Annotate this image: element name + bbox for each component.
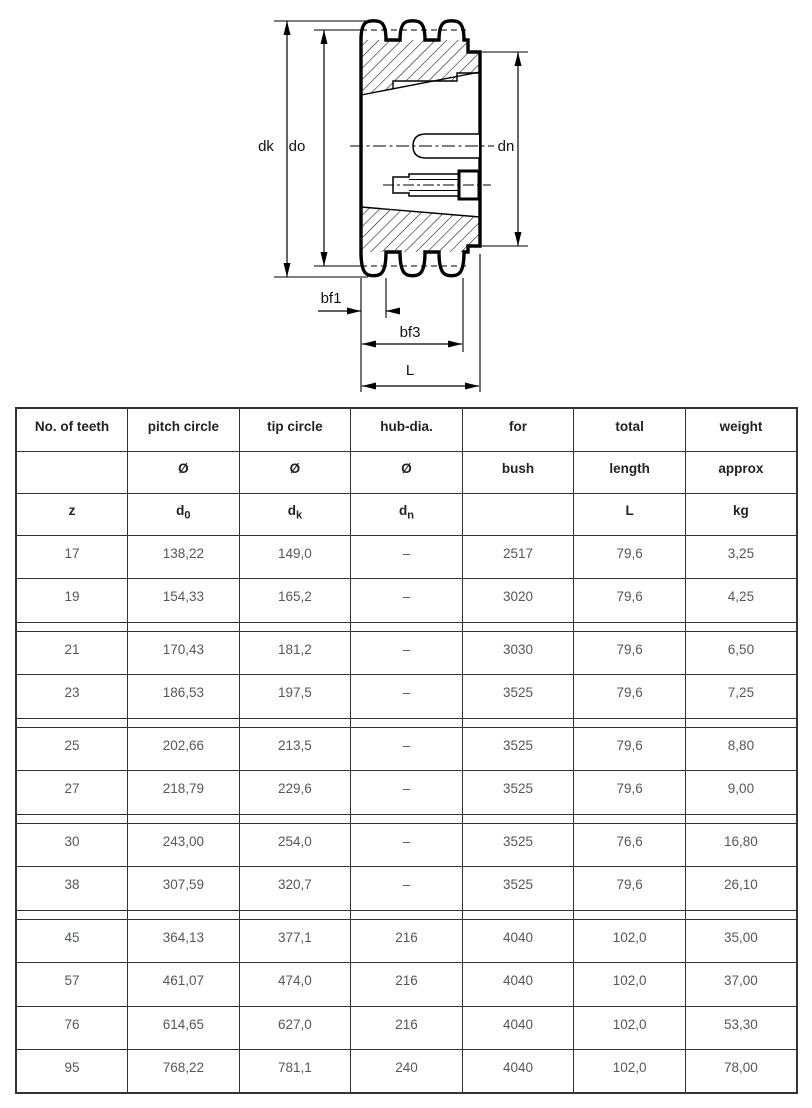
spacer-cell bbox=[685, 814, 797, 823]
label-bf1: bf1 bbox=[320, 290, 342, 307]
data-cell: 79,6 bbox=[574, 727, 686, 771]
spacer-cell bbox=[574, 718, 686, 727]
data-cell: 768,22 bbox=[128, 1050, 240, 1094]
data-cell: 307,59 bbox=[128, 867, 240, 911]
data-cell: 9,00 bbox=[685, 771, 797, 815]
header-cell: Ø bbox=[239, 451, 351, 493]
data-cell: 165,2 bbox=[239, 579, 351, 623]
spacer-row bbox=[16, 910, 797, 919]
header-row bbox=[16, 451, 797, 493]
header-cell bbox=[128, 493, 240, 535]
header-cell: Ø bbox=[351, 451, 463, 493]
spacer-cell bbox=[685, 910, 797, 919]
spacer-cell bbox=[16, 910, 128, 919]
symbol-subscript: 0 bbox=[184, 509, 191, 522]
data-cell: 79,6 bbox=[574, 631, 686, 675]
header-cell: total bbox=[574, 408, 686, 451]
data-cell: 3,25 bbox=[685, 535, 797, 579]
symbol-subscript: n bbox=[407, 509, 414, 522]
table-row bbox=[16, 963, 797, 1007]
data-cell: – bbox=[351, 771, 463, 815]
table-row bbox=[16, 1050, 797, 1094]
spacer-cell bbox=[16, 718, 128, 727]
label-do: do bbox=[288, 138, 306, 155]
spacer-cell bbox=[574, 814, 686, 823]
data-cell: – bbox=[351, 675, 463, 719]
data-cell: 181,2 bbox=[239, 631, 351, 675]
data-cell: 3525 bbox=[462, 823, 574, 867]
symbol-text: L bbox=[625, 503, 634, 518]
header-cell bbox=[462, 493, 574, 535]
data-cell: 377,1 bbox=[239, 919, 351, 963]
data-cell: 4040 bbox=[462, 1006, 574, 1050]
spec-table-head bbox=[16, 408, 797, 535]
header-cell: hub-dia. bbox=[351, 408, 463, 451]
header-cell: Ø bbox=[128, 451, 240, 493]
data-cell: 170,43 bbox=[128, 631, 240, 675]
spacer-cell bbox=[16, 622, 128, 631]
data-cell: 79,6 bbox=[574, 535, 686, 579]
data-cell: 38 bbox=[16, 867, 128, 911]
data-cell: 8,80 bbox=[685, 727, 797, 771]
header-cell: No. of teeth bbox=[16, 408, 128, 451]
data-cell: 95 bbox=[16, 1050, 128, 1094]
header-cell bbox=[685, 493, 797, 535]
data-cell: 102,0 bbox=[574, 1006, 686, 1050]
spacer-cell bbox=[16, 814, 128, 823]
spacer-cell bbox=[462, 910, 574, 919]
spacer-cell bbox=[239, 910, 351, 919]
spacer-row bbox=[16, 814, 797, 823]
data-cell: 216 bbox=[351, 963, 463, 1007]
spacer-row bbox=[16, 622, 797, 631]
data-cell: 26,10 bbox=[685, 867, 797, 911]
spacer-cell bbox=[128, 622, 240, 631]
data-cell: 138,22 bbox=[128, 535, 240, 579]
header-cell: weight bbox=[685, 408, 797, 451]
spacer-cell bbox=[239, 718, 351, 727]
symbol-text: z bbox=[68, 503, 76, 518]
data-cell: 19 bbox=[16, 579, 128, 623]
data-cell: 79,6 bbox=[574, 867, 686, 911]
spacer-cell bbox=[685, 622, 797, 631]
label-dn: dn bbox=[497, 138, 515, 155]
data-cell: 78,00 bbox=[685, 1050, 797, 1094]
data-cell: 102,0 bbox=[574, 1050, 686, 1094]
spacer-cell bbox=[239, 622, 351, 631]
header-cell: pitch circle bbox=[128, 408, 240, 451]
table-row bbox=[16, 919, 797, 963]
data-cell: 79,6 bbox=[574, 579, 686, 623]
spacer-cell bbox=[574, 910, 686, 919]
sprocket-section-drawing bbox=[0, 0, 812, 402]
data-cell: 30 bbox=[16, 823, 128, 867]
data-cell: 3525 bbox=[462, 867, 574, 911]
table-row bbox=[16, 535, 797, 579]
data-cell: 240 bbox=[351, 1050, 463, 1094]
data-cell: 37,00 bbox=[685, 963, 797, 1007]
data-cell: – bbox=[351, 727, 463, 771]
data-cell: 4040 bbox=[462, 1050, 574, 1094]
spacer-cell bbox=[462, 814, 574, 823]
data-cell: 27 bbox=[16, 771, 128, 815]
header-cell bbox=[16, 493, 128, 535]
spec-table bbox=[15, 407, 798, 1094]
data-cell: 17 bbox=[16, 535, 128, 579]
data-cell: 154,33 bbox=[128, 579, 240, 623]
spacer-cell bbox=[351, 814, 463, 823]
data-cell: 186,53 bbox=[128, 675, 240, 719]
data-cell: 202,66 bbox=[128, 727, 240, 771]
header-cell: approx bbox=[685, 451, 797, 493]
data-cell: 76,6 bbox=[574, 823, 686, 867]
data-cell: 229,6 bbox=[239, 771, 351, 815]
label-dk: dk bbox=[258, 138, 274, 155]
spacer-cell bbox=[351, 718, 463, 727]
data-cell: 53,30 bbox=[685, 1006, 797, 1050]
spacer-cell bbox=[128, 814, 240, 823]
data-cell: – bbox=[351, 867, 463, 911]
data-cell: 218,79 bbox=[128, 771, 240, 815]
data-cell: 474,0 bbox=[239, 963, 351, 1007]
symbol-text: kg bbox=[733, 503, 749, 518]
header-cell: for bbox=[462, 408, 574, 451]
header-cell bbox=[16, 451, 128, 493]
label-L: L bbox=[405, 362, 415, 379]
spacer-cell bbox=[685, 718, 797, 727]
data-cell: 16,80 bbox=[685, 823, 797, 867]
data-cell: 79,6 bbox=[574, 675, 686, 719]
data-cell: 320,7 bbox=[239, 867, 351, 911]
table-row bbox=[16, 1006, 797, 1050]
data-cell: – bbox=[351, 823, 463, 867]
data-cell: 364,13 bbox=[128, 919, 240, 963]
data-cell: 781,1 bbox=[239, 1050, 351, 1094]
data-cell: – bbox=[351, 535, 463, 579]
header-cell bbox=[574, 493, 686, 535]
data-cell: 45 bbox=[16, 919, 128, 963]
spacer-cell bbox=[462, 622, 574, 631]
table-row bbox=[16, 727, 797, 771]
spec-table-body bbox=[16, 535, 797, 1093]
data-cell: 197,5 bbox=[239, 675, 351, 719]
table-row bbox=[16, 823, 797, 867]
data-cell: 4040 bbox=[462, 963, 574, 1007]
data-cell: 21 bbox=[16, 631, 128, 675]
data-cell: 243,00 bbox=[128, 823, 240, 867]
data-cell: – bbox=[351, 631, 463, 675]
data-cell: 254,0 bbox=[239, 823, 351, 867]
spacer-row bbox=[16, 718, 797, 727]
table-row bbox=[16, 867, 797, 911]
header-cell bbox=[239, 493, 351, 535]
data-cell: 25 bbox=[16, 727, 128, 771]
data-cell: 627,0 bbox=[239, 1006, 351, 1050]
table-row bbox=[16, 579, 797, 623]
data-cell: 213,5 bbox=[239, 727, 351, 771]
spacer-cell bbox=[128, 910, 240, 919]
symbol-subscript: k bbox=[295, 509, 303, 522]
header-row bbox=[16, 408, 797, 451]
data-cell: 614,65 bbox=[128, 1006, 240, 1050]
spacer-cell bbox=[351, 622, 463, 631]
spacer-cell bbox=[351, 910, 463, 919]
spacer-cell bbox=[574, 622, 686, 631]
data-cell: 216 bbox=[351, 1006, 463, 1050]
data-cell: 4040 bbox=[462, 919, 574, 963]
label-bf3: bf3 bbox=[399, 324, 421, 341]
data-cell: 3030 bbox=[462, 631, 574, 675]
symbol-text: d bbox=[287, 503, 296, 518]
data-cell: 6,50 bbox=[685, 631, 797, 675]
table-row bbox=[16, 631, 797, 675]
data-cell: 3525 bbox=[462, 727, 574, 771]
data-cell: 4,25 bbox=[685, 579, 797, 623]
header-cell: bush bbox=[462, 451, 574, 493]
data-cell: 57 bbox=[16, 963, 128, 1007]
header-cell bbox=[351, 493, 463, 535]
spacer-cell bbox=[128, 718, 240, 727]
data-cell: 216 bbox=[351, 919, 463, 963]
data-cell: 102,0 bbox=[574, 963, 686, 1007]
data-cell: 2517 bbox=[462, 535, 574, 579]
data-cell: – bbox=[351, 579, 463, 623]
data-cell: 7,25 bbox=[685, 675, 797, 719]
data-cell: 76 bbox=[16, 1006, 128, 1050]
table-row bbox=[16, 771, 797, 815]
spacer-cell bbox=[239, 814, 351, 823]
symbol-text: d bbox=[176, 503, 185, 518]
header-cell: tip circle bbox=[239, 408, 351, 451]
data-cell: 149,0 bbox=[239, 535, 351, 579]
spacer-cell bbox=[462, 718, 574, 727]
header-row bbox=[16, 493, 797, 535]
data-cell: 35,00 bbox=[685, 919, 797, 963]
data-cell: 461,07 bbox=[128, 963, 240, 1007]
data-cell: 3020 bbox=[462, 579, 574, 623]
data-cell: 3525 bbox=[462, 675, 574, 719]
table-row bbox=[16, 675, 797, 719]
data-cell: 3525 bbox=[462, 771, 574, 815]
data-cell: 102,0 bbox=[574, 919, 686, 963]
symbol-text: d bbox=[398, 503, 408, 518]
header-cell: length bbox=[574, 451, 686, 493]
data-cell: 79,6 bbox=[574, 771, 686, 815]
data-cell: 23 bbox=[16, 675, 128, 719]
